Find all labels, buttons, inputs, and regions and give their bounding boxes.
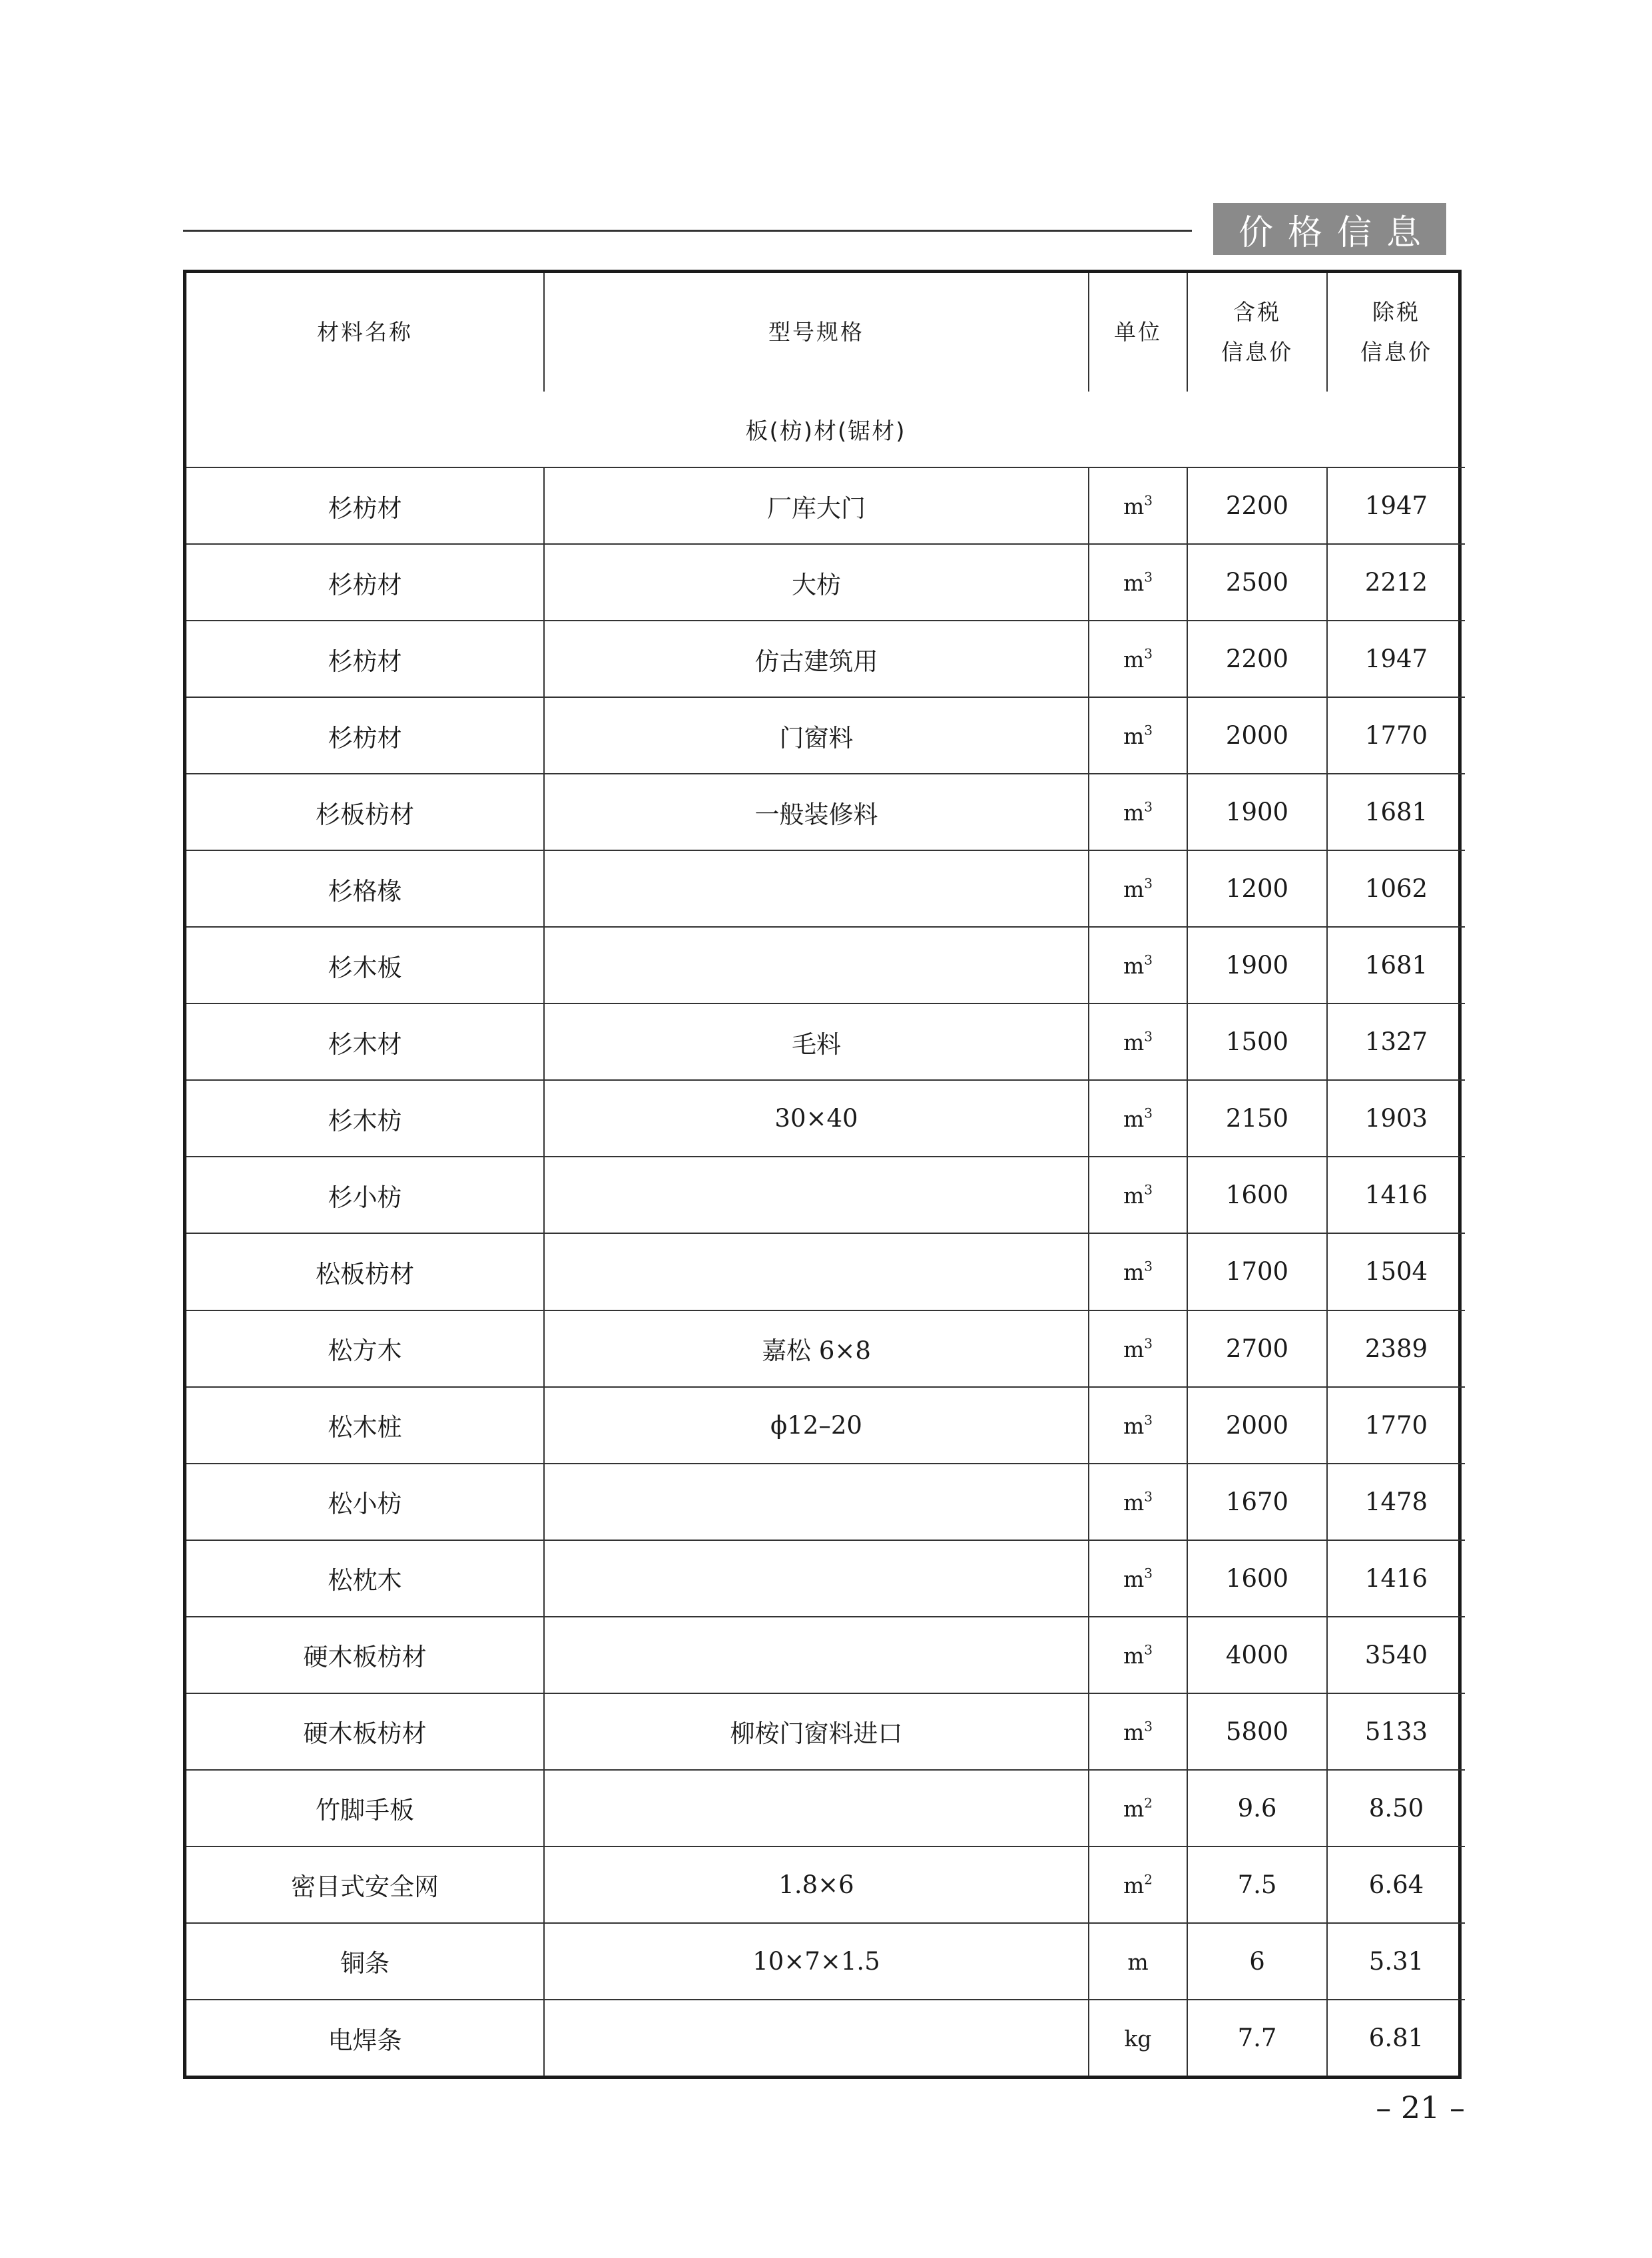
cell-spec (544, 1157, 1089, 1233)
unit-base: m (1123, 1565, 1145, 1592)
table-row (186, 467, 1465, 544)
price-table-frame (183, 270, 1462, 2079)
unit-base: m (1123, 1719, 1145, 1745)
cell-price-tax-included: 7.7 (1187, 2000, 1327, 2076)
unit-exponent: 3 (1144, 1182, 1153, 1199)
unit-base: m (1123, 953, 1145, 980)
table-row (186, 1003, 1465, 1080)
cell-unit (1089, 1617, 1187, 1693)
unit-exponent: 3 (1144, 1335, 1153, 1352)
cell-material-name: 松小枋 (186, 1464, 544, 1540)
cell-material-name: 杉枋材 (186, 621, 544, 697)
col-header-tax-included-line1: 含税 (1233, 299, 1281, 325)
cell-spec: 一般装修料 (544, 774, 1089, 850)
cell-price-tax-included: 2200 (1187, 621, 1327, 697)
table-row (186, 1157, 1465, 1233)
cell-price-tax-excluded: 1416 (1327, 1157, 1465, 1233)
cell-spec (544, 1617, 1089, 1693)
cell-price-tax-excluded: 1504 (1327, 1233, 1465, 1310)
cell-spec (544, 2000, 1089, 2076)
unit-exponent: 3 (1144, 952, 1153, 968)
cell-material-name: 硬木板枋材 (186, 1617, 544, 1693)
table-row (186, 927, 1465, 1003)
cell-price-tax-included: 4000 (1187, 1617, 1327, 1693)
cell-material-name: 电焊条 (186, 2000, 544, 2076)
cell-price-tax-excluded: 2389 (1327, 1310, 1465, 1387)
unit-base: m (1123, 1795, 1145, 1822)
col-header-tax-included-line2: 信息价 (1221, 339, 1293, 365)
table-row (186, 1770, 1465, 1846)
cell-price-tax-included: 5800 (1187, 1693, 1327, 1770)
cell-spec (544, 1233, 1089, 1310)
cell-price-tax-included: 1200 (1187, 850, 1327, 927)
cell-price-tax-included: 2000 (1187, 697, 1327, 774)
cell-unit (1089, 1770, 1187, 1846)
unit-exponent: 2 (1144, 1795, 1153, 1811)
unit-exponent: 3 (1144, 1718, 1153, 1735)
section-title-badge: 价格信息 (1213, 203, 1446, 255)
cell-unit (1089, 1923, 1187, 2000)
table-row (186, 1540, 1465, 1617)
cell-spec: 门窗料 (544, 697, 1089, 774)
unit-base: m (1123, 1412, 1145, 1439)
unit-exponent: 3 (1144, 492, 1153, 509)
cell-price-tax-included: 2200 (1187, 467, 1327, 544)
cell-unit (1089, 1387, 1187, 1464)
unit-exponent: 3 (1144, 1029, 1153, 1045)
cell-price-tax-excluded: 1681 (1327, 774, 1465, 850)
cell-price-tax-included: 9.6 (1187, 1770, 1327, 1846)
table-row (186, 1233, 1465, 1310)
unit-exponent: 3 (1144, 798, 1153, 815)
section-row (186, 392, 1465, 467)
cell-spec: 大枋 (544, 544, 1089, 621)
cell-price-tax-included: 1600 (1187, 1540, 1327, 1617)
unit-exponent: 3 (1144, 1565, 1153, 1581)
header-rule (183, 230, 1192, 232)
table-header-row (186, 273, 1465, 392)
cell-price-tax-excluded: 1681 (1327, 927, 1465, 1003)
unit-base: m (1123, 800, 1145, 826)
unit-base: m (1123, 1183, 1145, 1209)
cell-price-tax-excluded: 1770 (1327, 697, 1465, 774)
cell-material-name: 杉板枋材 (186, 774, 544, 850)
cell-unit (1089, 1464, 1187, 1540)
table-row (186, 544, 1465, 621)
col-header-tax-excluded-line1: 除税 (1372, 299, 1420, 325)
unit-base: m (1123, 1336, 1145, 1362)
unit-exponent: 3 (1144, 569, 1153, 585)
col-header-tax-included (1187, 273, 1327, 392)
table-row (186, 1387, 1465, 1464)
table-row (186, 1464, 1465, 1540)
cell-material-name: 杉木枋 (186, 1080, 544, 1157)
unit-exponent: 3 (1144, 1105, 1153, 1122)
unit-base: m (1123, 570, 1145, 597)
cell-material-name: 铜条 (186, 1923, 544, 2000)
cell-price-tax-excluded: 1947 (1327, 621, 1465, 697)
unit-base: m (1123, 493, 1145, 520)
unit-base: m (1123, 1029, 1145, 1056)
unit-base: m (1123, 647, 1145, 673)
cell-price-tax-excluded: 8.50 (1327, 1770, 1465, 1846)
table-row (186, 621, 1465, 697)
cell-spec (544, 850, 1089, 927)
page-number: – 21 – (1376, 2090, 1465, 2125)
cell-spec: 嘉松 6×8 (544, 1310, 1089, 1387)
unit-base: m (1123, 1259, 1145, 1286)
cell-price-tax-excluded: 5133 (1327, 1693, 1465, 1770)
cell-unit (1089, 1233, 1187, 1310)
unit-base: m (1127, 1948, 1149, 1975)
cell-unit (1089, 850, 1187, 927)
cell-price-tax-excluded: 1478 (1327, 1464, 1465, 1540)
cell-price-tax-included: 6 (1187, 1923, 1327, 2000)
cell-material-name: 杉枋材 (186, 544, 544, 621)
cell-unit (1089, 621, 1187, 697)
cell-spec (544, 1464, 1089, 1540)
unit-base: m (1123, 876, 1145, 903)
cell-spec: ϕ12–20 (544, 1387, 1089, 1464)
cell-spec (544, 1770, 1089, 1846)
cell-spec: 毛料 (544, 1003, 1089, 1080)
cell-price-tax-included: 1500 (1187, 1003, 1327, 1080)
cell-price-tax-included: 7.5 (1187, 1846, 1327, 1923)
table-row (186, 1617, 1465, 1693)
cell-price-tax-included: 2500 (1187, 544, 1327, 621)
unit-exponent: 3 (1144, 1259, 1153, 1275)
cell-spec: 厂库大门 (544, 467, 1089, 544)
table-row (186, 697, 1465, 774)
cell-price-tax-included: 1900 (1187, 774, 1327, 850)
unit-base: m (1123, 1106, 1145, 1133)
col-header-spec: 型号规格 (544, 273, 1089, 392)
unit-base: m (1123, 1489, 1145, 1516)
cell-material-name: 竹脚手板 (186, 1770, 544, 1846)
cell-unit (1089, 927, 1187, 1003)
table-row (186, 2000, 1465, 2076)
cell-material-name: 杉小枋 (186, 1157, 544, 1233)
unit-exponent: 3 (1144, 1488, 1153, 1505)
cell-price-tax-excluded: 6.81 (1327, 2000, 1465, 2076)
cell-unit (1089, 1540, 1187, 1617)
col-header-tax-excluded-line2: 信息价 (1360, 339, 1432, 365)
table-row (186, 1080, 1465, 1157)
cell-spec (544, 927, 1089, 1003)
unit-base: m (1123, 1872, 1145, 1898)
unit-base: m (1123, 723, 1145, 750)
cell-price-tax-included: 2700 (1187, 1310, 1327, 1387)
cell-price-tax-excluded: 5.31 (1327, 1923, 1465, 2000)
cell-price-tax-included: 1700 (1187, 1233, 1327, 1310)
cell-price-tax-excluded: 2212 (1327, 544, 1465, 621)
cell-price-tax-included: 1900 (1187, 927, 1327, 1003)
cell-spec: 1.8×6 (544, 1846, 1089, 1923)
cell-unit (1089, 544, 1187, 621)
table-row (186, 774, 1465, 850)
table-row (186, 1846, 1465, 1923)
table-row (186, 850, 1465, 927)
cell-unit (1089, 467, 1187, 544)
cell-material-name: 杉格椽 (186, 850, 544, 927)
cell-spec: 仿古建筑用 (544, 621, 1089, 697)
cell-price-tax-excluded: 1947 (1327, 467, 1465, 544)
unit-exponent: 3 (1144, 722, 1153, 738)
cell-price-tax-excluded: 1903 (1327, 1080, 1465, 1157)
unit-exponent: 3 (1144, 875, 1153, 892)
price-table (186, 273, 1465, 2076)
cell-material-name: 松方木 (186, 1310, 544, 1387)
cell-price-tax-excluded: 3540 (1327, 1617, 1465, 1693)
table-row (186, 1923, 1465, 2000)
unit-base: kg (1124, 2026, 1152, 2052)
col-header-tax-excluded (1327, 273, 1465, 392)
table-row (186, 1310, 1465, 1387)
cell-material-name: 松木桩 (186, 1387, 544, 1464)
cell-material-name: 杉枋材 (186, 467, 544, 544)
cell-unit (1089, 1003, 1187, 1080)
cell-price-tax-included: 1670 (1187, 1464, 1327, 1540)
col-header-unit: 单位 (1089, 273, 1187, 392)
unit-exponent: 2 (1144, 1871, 1153, 1888)
cell-price-tax-excluded: 1416 (1327, 1540, 1465, 1617)
cell-material-name: 密目式安全网 (186, 1846, 544, 1923)
cell-spec: 30×40 (544, 1080, 1089, 1157)
cell-unit (1089, 1080, 1187, 1157)
cell-spec (544, 1540, 1089, 1617)
unit-exponent: 3 (1144, 645, 1153, 662)
section-label: 板(枋)材(锯材) (186, 392, 1465, 467)
cell-price-tax-included: 2150 (1187, 1080, 1327, 1157)
cell-price-tax-included: 1600 (1187, 1157, 1327, 1233)
cell-material-name: 杉木板 (186, 927, 544, 1003)
cell-material-name: 杉枋材 (186, 697, 544, 774)
unit-exponent: 3 (1144, 1641, 1153, 1658)
col-header-name: 材料名称 (186, 273, 544, 392)
cell-spec: 10×7×1.5 (544, 1923, 1089, 2000)
table-row (186, 1693, 1465, 1770)
cell-unit (1089, 774, 1187, 850)
cell-price-tax-excluded: 1327 (1327, 1003, 1465, 1080)
cell-material-name: 硬木板枋材 (186, 1693, 544, 1770)
cell-unit (1089, 697, 1187, 774)
cell-price-tax-excluded: 1770 (1327, 1387, 1465, 1464)
cell-unit (1089, 1310, 1187, 1387)
cell-price-tax-excluded: 6.64 (1327, 1846, 1465, 1923)
cell-material-name: 杉木材 (186, 1003, 544, 1080)
cell-spec: 柳桉门窗料进口 (544, 1693, 1089, 1770)
cell-material-name: 松枕木 (186, 1540, 544, 1617)
cell-unit (1089, 1157, 1187, 1233)
cell-material-name: 松板枋材 (186, 1233, 544, 1310)
cell-price-tax-included: 2000 (1187, 1387, 1327, 1464)
cell-unit (1089, 2000, 1187, 2076)
unit-base: m (1123, 1642, 1145, 1669)
cell-unit (1089, 1693, 1187, 1770)
cell-price-tax-excluded: 1062 (1327, 850, 1465, 927)
cell-unit (1089, 1846, 1187, 1923)
unit-exponent: 3 (1144, 1412, 1153, 1428)
